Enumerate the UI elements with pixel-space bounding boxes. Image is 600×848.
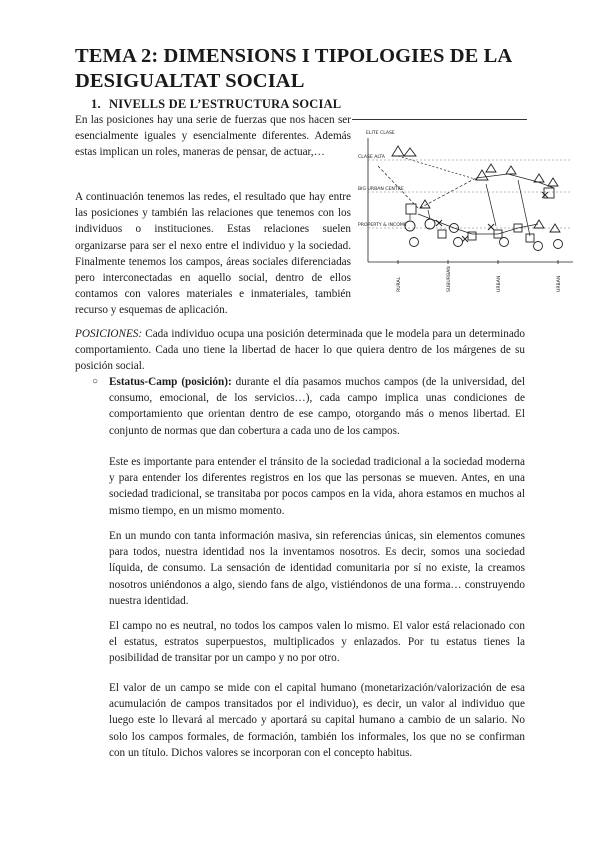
diagram-cross-marks	[436, 192, 548, 242]
diagram-bottom-label-4: URBAN	[557, 275, 562, 292]
section-heading	[91, 96, 341, 112]
heading-rule	[352, 119, 527, 120]
paragraph-human-capital: El valor de un campo se mide con el capital humano (monetarización/valorización de esa acumulación de campos transitados por el individuo), es decir, un valor al individuo que luego este lo llevará al mercado y aportará su capital humano a cambio de un salario. No solo los campos formales, de formación, también los informales, los que no se confirman con un título. Dichos valores se incorporan con el concepto habitus.	[109, 682, 525, 759]
bullet-circle-icon: ○	[92, 376, 99, 387]
paragraph-networks: A continuación tenemos las redes, el resultado que hay entre las posiciones y también las relaciones que tenemos con los individuos o instituciones. Estas relaciones suelen organizarse para ser el nexo entre el individuo y la sociedad. Finalmente tenemos los campos, áreas sociales diferenciadas pero interconectadas en aquello social, dentro de ellos contamos con valores materiales e inmateriales, también recurso y esquemas de aplicación.	[75, 191, 351, 317]
posiciones-label: POSICIONES:	[75, 328, 143, 340]
section-number: 1.	[91, 97, 101, 111]
social-structure-diagram	[358, 124, 580, 294]
estatus-camp-label: Estatus-Camp (posición):	[109, 376, 232, 388]
diagram-bottom-label-2: SUBURBAN	[447, 266, 452, 292]
section-title: NIVELLS DE L’ESTRUCTURA SOCIAL	[109, 97, 342, 111]
paragraph-positions-intro: En las posiciones hay una serie de fuerzas que nos hacen ser esencialmente iguales y esencialmente diferentes. Además estas implican un roles, maneras de pensar, de actuar,…	[75, 114, 351, 159]
paragraph-traditional-society: Este es importante para entender el tránsito de la sociedad tradicional a la sociedad moderna y para entender los diferentes registros en los que las personas se mueven. Antes, en una sociedad tradicional, se transitaba por pocos campos en la vida, ahora estamos en muchos al mismo tiempo, en un mismo momento.	[109, 456, 525, 517]
diagram-bottom-label-1: RURAL	[397, 276, 402, 292]
page-title: TEMA 2: DIMENSIONS I TIPOLOGIES DE LA DESIGUALTAT SOCIAL	[75, 45, 512, 92]
paragraph-posiciones	[75, 326, 525, 375]
diagram-bottom-label-3: URBAN	[497, 275, 502, 292]
diagram-left-label-1: CLASE ALTA	[358, 155, 385, 160]
estatus-camp-text: durante el día pasamos muchos campos (de la universidad, del consumo, emocional, de los servicios…), cada campo implica unas condiciones de comportamiento que orientan dentro de ese campo, otorgando más o menos libertad. El conjunto de normas que dan cobertura a cada uno de los campos.	[109, 376, 525, 437]
paragraph-field-value: El campo no es neutral, no todos los campos valen lo mismo. El valor está relacionado con el estatus, estratos superpuestos, multiplicados y enlazados. Por tu estatus tienes la posibilidad de transitar por un campo y no por otro.	[109, 620, 525, 665]
diagram-left-label-3: PROPERTY & INCOME	[358, 223, 407, 228]
diagram-triangles	[392, 146, 560, 232]
diagram-left-label-2: BIG URBAN CENTRE	[358, 187, 404, 192]
diagram-circles	[405, 219, 563, 251]
paragraph-identity: En un mundo con tanta información masiva, sin referencias únicas, sin elementos comunes para todos, nuestra identidad nos la inventamos nosotros. Es decir, somos una sociedad líquida, de consumo. La sensación de identidad comunitaria por sí no existe, la creamos nosotros uniéndonos a algo, siendo fans de algo, vistiéndonos de una forma… construyendo nuestra identidad.	[109, 530, 525, 607]
paragraph-estatus-camp	[109, 374, 525, 439]
diagram-drawing	[358, 124, 580, 294]
diagram-top-label: ELITE CLASE	[366, 131, 395, 136]
posiciones-text: Cada individuo ocupa una posición determinada que le modela para un determinado comportamiento. Cada uno tiene la libertad de hacer lo que quiera dentro de los márgenes de su posición social.	[75, 328, 525, 373]
